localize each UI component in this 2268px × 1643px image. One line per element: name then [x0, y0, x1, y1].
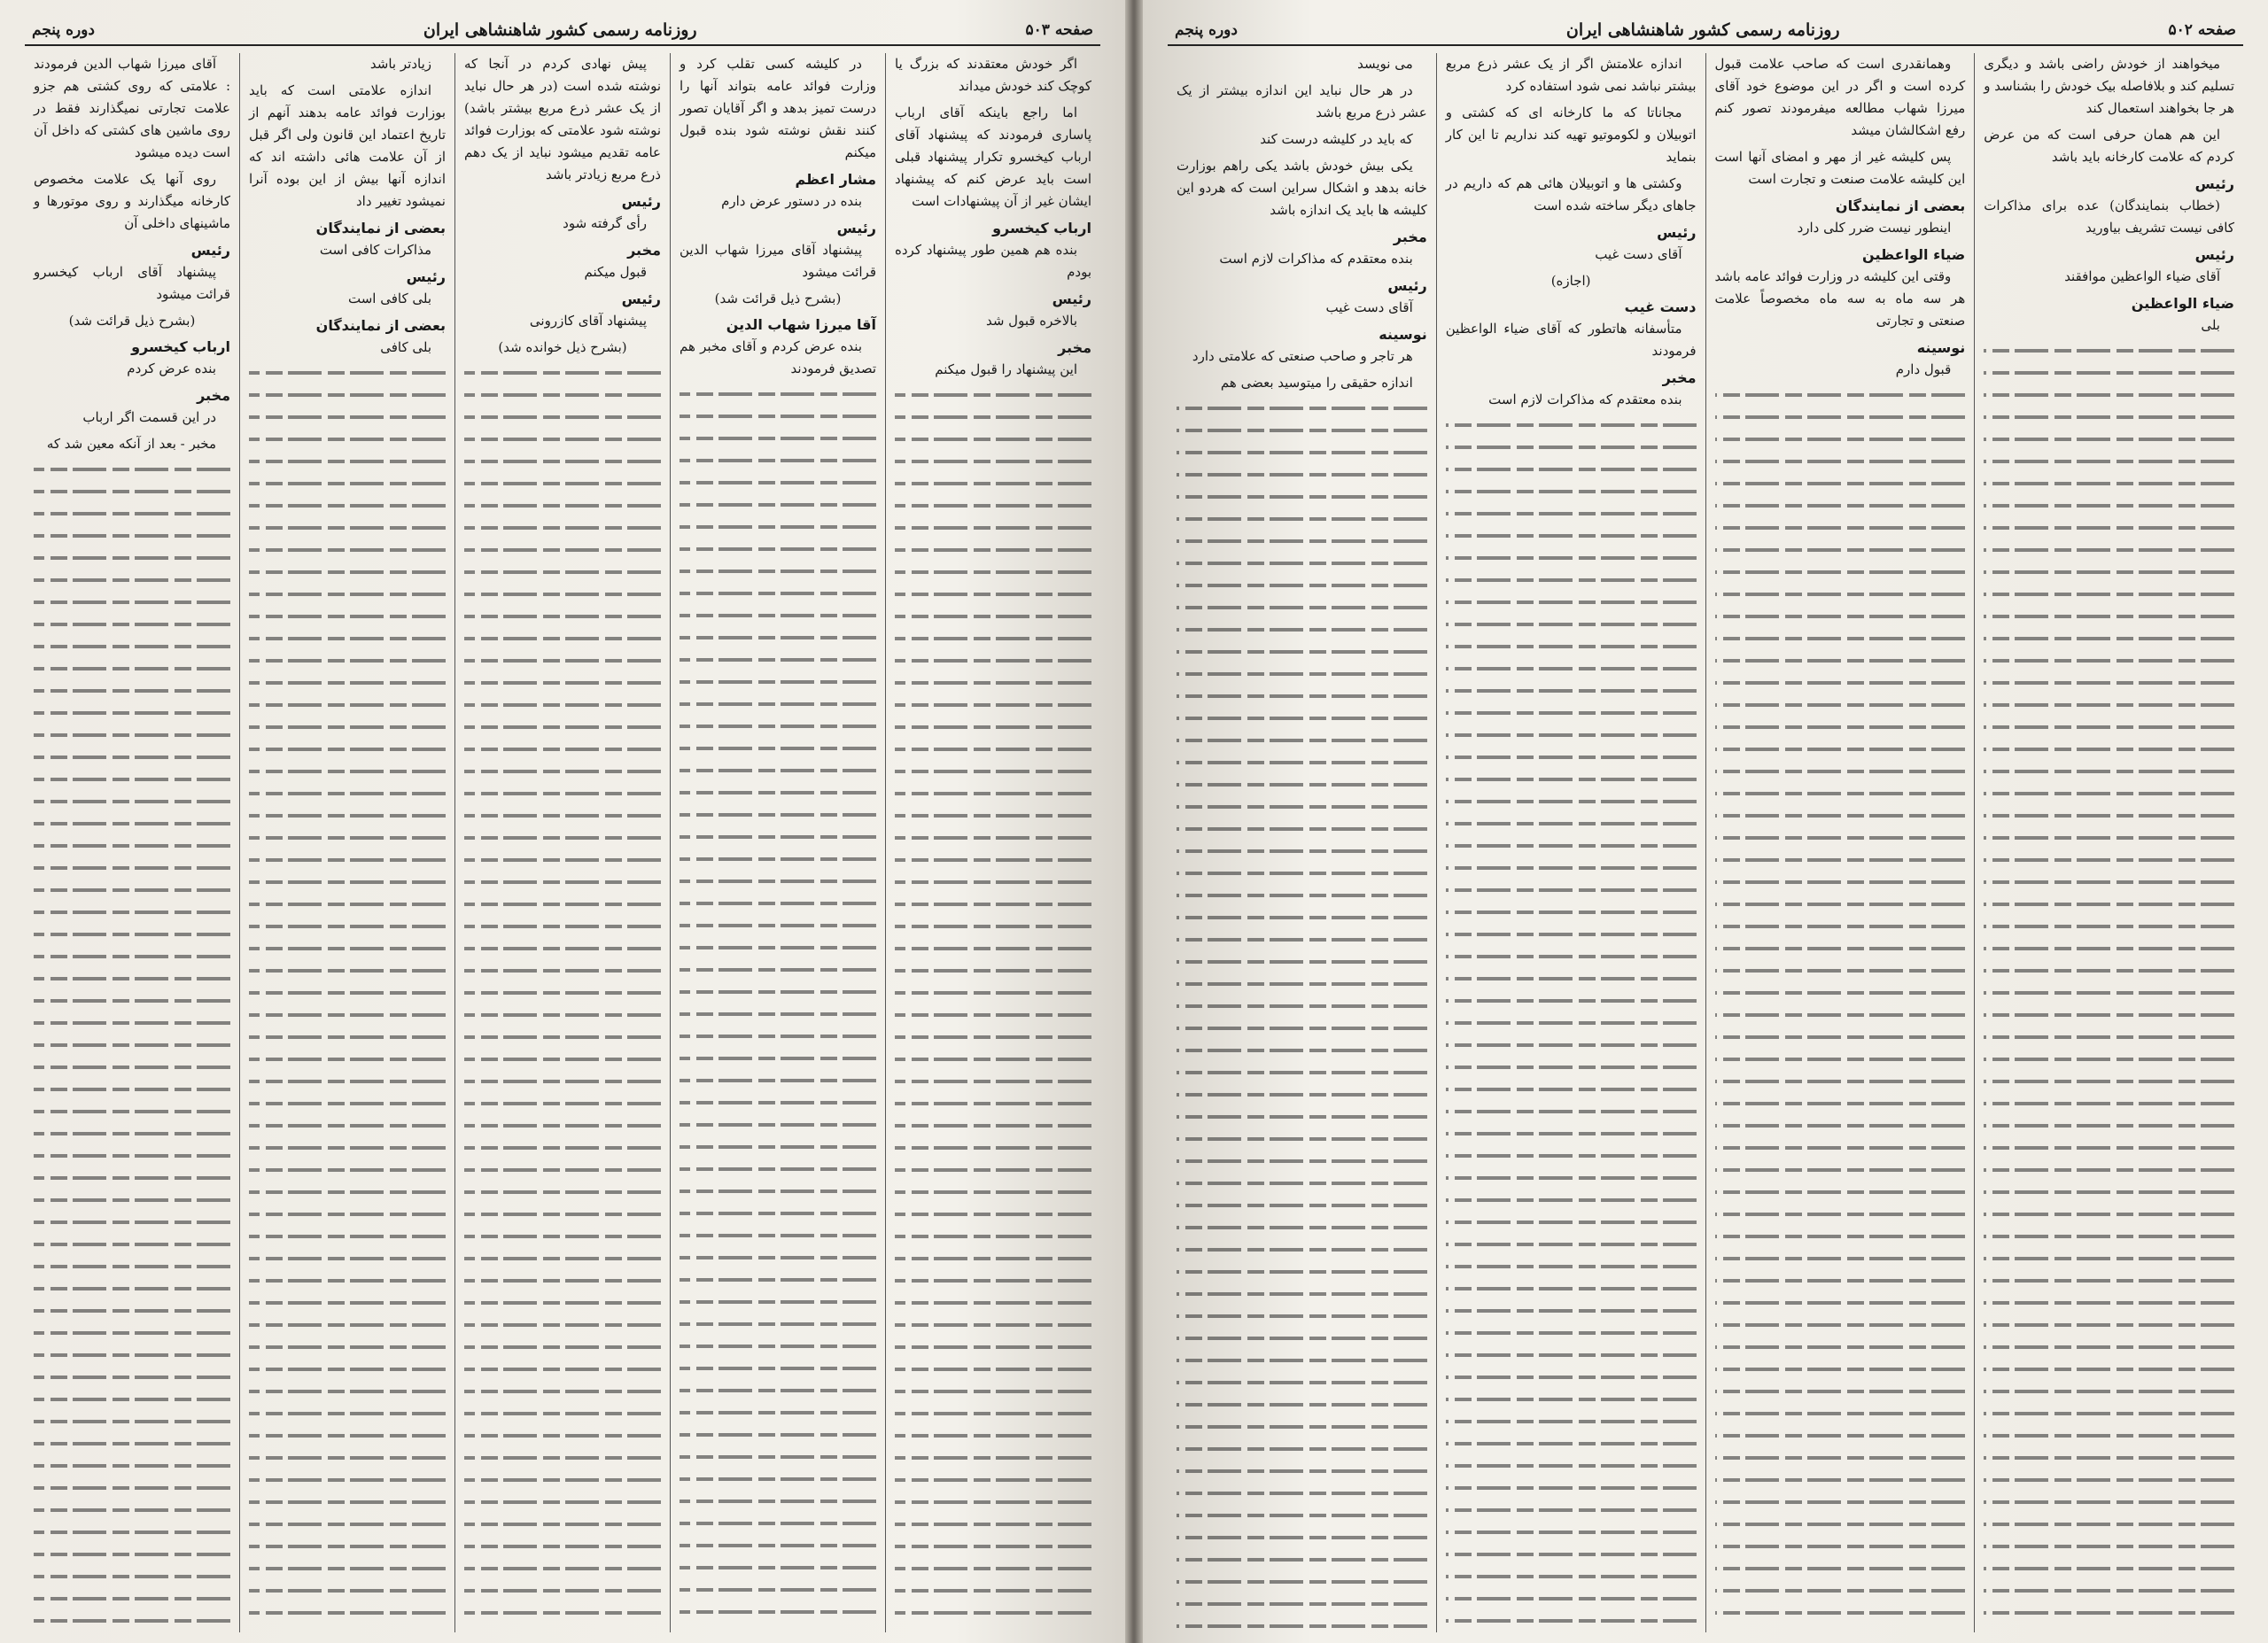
speaker-name: رئیس — [2194, 175, 2234, 192]
speaker-name: رئیس — [621, 291, 661, 307]
speaker-name: بعضی از نمایندگان — [315, 317, 446, 334]
note: (بشرح ذیل قرائت شد) — [68, 313, 196, 329]
speaker-name: مخبر — [197, 387, 230, 404]
speech: بلی کافی — [380, 339, 431, 355]
right-column-4 — [1168, 53, 1436, 1632]
speaker-name: رئیس — [190, 242, 230, 259]
left-page-columns — [25, 53, 1100, 1632]
speech: بنده در دستور عرض دارم — [721, 193, 862, 209]
left-page-period: دوره پنجم — [32, 21, 95, 39]
paragraph: که باید در کلیشه درست کند — [1260, 131, 1413, 147]
footer-line: اندازه حقیقی را میتوسید بعضی هم — [1220, 375, 1413, 391]
speech: متأسفانه هاتطور که آقای ضیاء الواعظین فرمودند — [1445, 321, 1697, 359]
speech: آقای دست غیب — [1325, 299, 1413, 315]
speech: رأی گرفته شود — [563, 215, 647, 231]
right-page-number: صفحه ۵۰۲ — [2168, 21, 2236, 39]
speaker-name: مشار اعظم — [795, 171, 876, 188]
body-text-block — [464, 364, 661, 1632]
body-text-block — [1177, 399, 1427, 1632]
paragraph: اما راجع باینکه آقای ارباب پاساری فرمودند که پیشنهاد آقای ارباب کیخسرو تکرار پیشنهاد قبلی است باید عرض کنم که پیشنهاد ایشان غیر از آن پیشنهادات است — [895, 105, 1091, 209]
paragraph: روی آنها یک علامت مخصوص کارخانه میگذارند و روی موتورها و ماشینهای داخلی آن — [34, 171, 230, 231]
speech: آقای ضیاء الواعظین موافقند — [2064, 268, 2220, 284]
left-page — [0, 0, 1125, 1643]
paragraph: وکشتی ها و اتوبیلان هائی هم که داریم در جاهای دیگر ساخته شده است — [1445, 175, 1697, 213]
speech: بلی — [2201, 317, 2220, 333]
speaker-name: مخبر — [1662, 369, 1697, 386]
left-column-2 — [670, 53, 885, 1632]
speaker-name: ضیاء الواعظین — [2131, 295, 2234, 312]
speaker-name: مخبر — [627, 242, 661, 259]
paragraph: پیش نهادی کردم در آنجا که نوشته شده است (در هر حال نباید از یک عشر ذرع مربع بیشتر باشد) نوشته شود علامتی که بوزارت فوائد عامه تقدیم میشود نباید از یک دهم ذرع مربع زیادتر باشد — [464, 56, 661, 182]
paragraph: یکی بیش خودش باشد یکی راهم بوزارت خانه بدهد و اشکال سراین است که هردو این کلیشه ها باید یک اندازه باشد — [1177, 158, 1427, 218]
right-page-title: روزنامه رسمی کشور شاهنشاهی ایران — [1565, 20, 1840, 40]
speaker-name: رئیس — [406, 268, 446, 285]
paragraph: اندازه علامتی است که باید بوزارت فوائد عامه بدهند آنهم از تاریخ اعتماد این قانون ولی اگر قبل از آن علامت هائی داشته اند که اندازه آنها بیش از این بوده آنرا نمیشود تغییر داد — [249, 82, 446, 209]
body-text-block — [895, 386, 1091, 1632]
speaker-name: مخبر — [1393, 229, 1427, 245]
note: (بشرح ذیل قرائت شد) — [714, 291, 842, 306]
left-page-header — [25, 16, 1100, 46]
speech: بنده معتقدم که مذاکرات لازم است — [1219, 251, 1413, 267]
body-text-block — [1446, 416, 1697, 1632]
speech: پیشنهاد آقای ارباب کیخسرو قرائت میشود — [34, 264, 230, 302]
body-text-block — [249, 364, 446, 1632]
speech: هر تاجر و صاحب صنعتی که علامتی دارد — [1192, 348, 1413, 364]
body-text-block — [1984, 342, 2234, 1632]
note: (اجازه) — [1550, 273, 1591, 289]
speaker-name: رئیس — [2194, 246, 2234, 263]
speaker-name: بعضی از نمایندگان — [315, 220, 446, 236]
speech: این پیشنهاد را قبول میکنم — [935, 361, 1077, 377]
speech: بنده عرض کردم و آقای مخبر هم تصدیق فرمودند — [680, 338, 876, 376]
left-column-1 — [885, 53, 1100, 1632]
left-column-3 — [454, 53, 670, 1632]
right-page — [1143, 0, 2268, 1643]
paragraph: این هم همان حرفی است که من عرض کردم که علامت کارخانه باید باشد — [1984, 127, 2234, 165]
right-column-1 — [1974, 53, 2243, 1632]
paragraph: آقای میرزا شهاب الدین فرمودند : علامتی که روی کشتی هم جزو علامت تجارتی نمیگذارند فقط در روی ماشین های کشتی که داخل آن است دیده میشود — [34, 56, 230, 160]
paragraph: وهمانقدری است که صاحب علامت قبول کرده است و اگر در این موضوع خود آقای میرزا شهاب مطالعه میفرمودند تصور کنم رفع اشکالشان میشد — [1714, 56, 1966, 138]
paragraph: در هر حال نباید این اندازه بیشتر از یک عشر ذرع مربع باشد — [1177, 82, 1427, 120]
speech: در این قسمت اگر ارباب — [82, 409, 216, 425]
speech: آقای دست غیب — [1595, 246, 1682, 262]
left-page-title: روزنامه رسمی کشور شاهنشاهی ایران — [423, 20, 697, 40]
left-page-number: صفحه ۵۰۳ — [1025, 21, 1093, 39]
paragraph: اندازه علامتش اگر از یک عشر ذرع مربع بیشتر نباشد نمی شود استفاده کرد — [1445, 56, 1697, 94]
speech: بنده هم همین طور پیشنهاد کرده بودم — [895, 242, 1091, 280]
paragraph: می نویسد — [1357, 56, 1413, 72]
body-text-block — [1715, 386, 1966, 1632]
speech: پیشنهاد آقای کازرونی — [529, 313, 647, 329]
speech: (خطاب بنمایندگان) عده برای مذاکرات کافی نیست تشریف بیاورید — [1984, 198, 2234, 236]
speech: وقتی این کلیشه در وزارت فوائد عامه باشد هر سه ماه به سه ماه مخصوصاً علامت صنعتی و تجارتی — [1714, 268, 1966, 329]
paragraph: اگر خودش معتقدند که بزرگ یا کوچک کند خودش میداند — [895, 56, 1091, 94]
right-page-period: دوره پنجم — [1175, 21, 1238, 39]
speech: پیشنهاد آقای میرزا شهاب الدین قرائت میشود — [680, 242, 876, 280]
speech: بلی کافی است — [347, 291, 431, 306]
speaker-name: ارباب کیخسرو — [992, 220, 1091, 236]
speaker-name: مخبر — [1058, 339, 1091, 356]
speaker-name: نوسینه — [1379, 326, 1427, 343]
speaker-name: رئیس — [1387, 277, 1427, 294]
speaker-name: آقا میرزا شهاب الدین — [726, 316, 876, 333]
right-page-header — [1168, 16, 2243, 46]
speech: اینطور نیست ضرر کلی دارد — [1797, 220, 1952, 236]
left-column-5 — [25, 53, 239, 1632]
speech: بالاخره قبول شد — [985, 313, 1077, 329]
right-page-columns — [1168, 53, 2243, 1632]
left-column-4 — [239, 53, 454, 1632]
speaker-name: نوسینه — [1916, 339, 1966, 356]
speaker-name: دست غیب — [1624, 298, 1697, 315]
paragraph: در کلیشه کسی تقلب کرد و وزارت فوائد عامه بتواند آنها را درست تمیز بدهد و اگر آقایان تصور کنند نقش نوشته شود بنده قبول میکنم — [680, 56, 876, 160]
speaker-name: ارباب کیخسرو — [131, 338, 230, 355]
speech: بنده عرض کردم — [127, 360, 216, 376]
speaker-name: ضیاء الواعظین — [1862, 246, 1966, 263]
paragraph: مجاناتا که ما کارخانه ای که کشتی و اتوبیلان و لکوموتیو تهیه کند نداریم تا این کار بنماید — [1445, 105, 1697, 165]
paragraph: زیادتر باشد — [369, 56, 431, 72]
speech: مذاکرات کافی است — [319, 242, 431, 258]
speaker-name: رئیس — [621, 193, 661, 210]
speech: قبول دارم — [1895, 361, 1952, 377]
paragraph: پس کلیشه غیر از مهر و امضای آنها است این کلیشه علامت صنعت و تجارت است — [1714, 149, 1966, 187]
speaker-name: رئیس — [1657, 224, 1697, 241]
right-column-2 — [1705, 53, 1975, 1632]
body-text-block — [680, 385, 876, 1632]
note: (بشرح ذیل خوانده شد) — [498, 339, 627, 355]
body-text-block — [34, 461, 230, 1632]
page-gutter — [1125, 0, 1143, 1643]
footer-line: مخبر - بعد از آنکه معین شد که — [46, 436, 216, 452]
paragraph: میخواهند از خودش راضی باشد و دیگری تسلیم کند و بلافاصله بیک خودش را بشناسد و هر جا بخواهند استعمال کند — [1984, 56, 2234, 116]
speech: بنده معتقدم که مذاکرات لازم است — [1488, 391, 1682, 407]
right-column-3 — [1436, 53, 1705, 1632]
speaker-name: بعضی از نمایندگان — [1835, 198, 1966, 214]
speech: قبول میکنم — [584, 264, 647, 280]
speaker-name: رئیس — [1052, 291, 1091, 307]
speaker-name: رئیس — [836, 220, 876, 236]
